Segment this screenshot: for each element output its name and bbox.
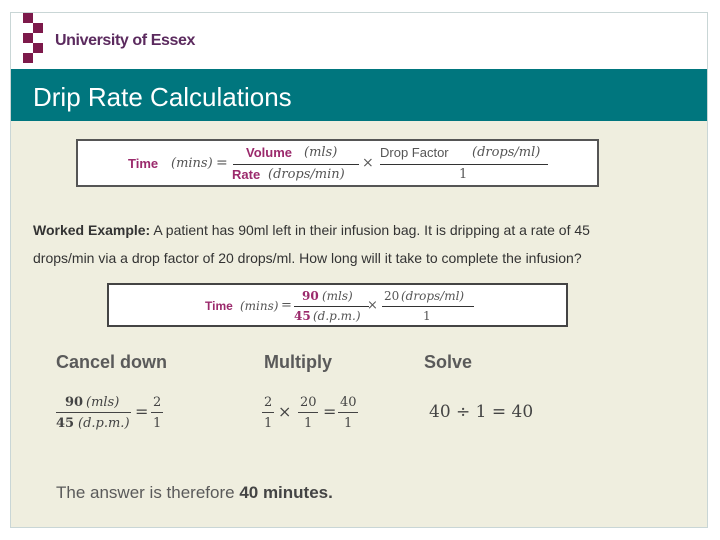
- multiply-times: ×: [278, 402, 292, 421]
- example-rate-value: 45: [294, 309, 311, 323]
- cancel-num-unit: (mls): [86, 395, 120, 410]
- example-denominator-one: 1: [423, 309, 431, 323]
- multiply-b-den: 1: [304, 416, 313, 431]
- formula-volume-unit: (mls): [304, 145, 338, 160]
- formula-volume-word: Volume: [246, 145, 292, 160]
- example-lhs-word: Time: [205, 299, 233, 313]
- drip-rate-formula: [76, 139, 599, 187]
- formula-rate-word: Rate: [232, 167, 261, 182]
- fraction-bar: [338, 412, 358, 413]
- example-times: ×: [367, 298, 378, 313]
- formula-denominator-one: 1: [459, 167, 468, 182]
- multiply-a-num: 2: [264, 395, 273, 410]
- formula-drop-factor-unit: (drops/ml): [472, 145, 541, 160]
- title-bar: [11, 69, 707, 121]
- fraction-bar: [151, 412, 163, 413]
- step-heading-solve: Solve: [424, 352, 473, 372]
- fraction-bar: [56, 412, 131, 413]
- worked-example-line-2: drops/min via a drop factor of 20 drops/ml. How long will it take to complete the infusion?: [33, 250, 582, 266]
- cancel-den-value: 45: [56, 416, 75, 431]
- example-drop-factor-value: 20: [384, 289, 400, 303]
- example-rate-unit: (d.p.m.): [313, 309, 361, 323]
- slide: [10, 12, 708, 528]
- multiply-c-num: 40: [340, 395, 357, 410]
- cancel-den-unit: (d.p.m.): [78, 416, 130, 431]
- multiply-equals: =: [323, 402, 337, 421]
- header: [11, 13, 707, 69]
- step-heading-cancel: Cancel down: [56, 352, 168, 372]
- formula-lhs-word: Time: [128, 156, 159, 171]
- university-logo-icon: [23, 13, 47, 69]
- formula-times: ×: [362, 155, 374, 171]
- worked-example-line-1: [33, 222, 590, 238]
- multiply-c-den: 1: [344, 416, 353, 431]
- fraction-bar: [233, 164, 359, 165]
- formula-rate-unit: (drops/min): [268, 167, 345, 182]
- multiply-b-num: 20: [300, 395, 317, 410]
- worked-example-text-1: A patient has 90ml left in their infusion bag. It is dripping at a rate of 45: [150, 222, 590, 238]
- fraction-bar: [382, 306, 474, 307]
- solve-expression: 40 ÷ 1 = 40: [429, 402, 534, 422]
- fraction-bar: [380, 164, 548, 165]
- example-lhs-unit: (mins): [240, 299, 279, 313]
- multiply-a-den: 1: [264, 416, 273, 431]
- example-volume-unit: (mls): [322, 289, 353, 303]
- cancel-result-num: 2: [153, 395, 162, 410]
- fraction-bar: [262, 412, 274, 413]
- example-volume-value: 90: [302, 289, 319, 303]
- answer-value: 40 minutes.: [239, 483, 333, 502]
- example-equals: =: [281, 298, 292, 313]
- cancel-result-den: 1: [153, 416, 162, 431]
- worked-example-label: Worked Example:: [33, 222, 151, 238]
- example-formula: [107, 283, 568, 327]
- cancel-equals: =: [135, 402, 149, 421]
- answer-line: [56, 483, 333, 503]
- formula-equals: =: [216, 155, 228, 171]
- answer-prefix: The answer is therefore: [56, 483, 240, 502]
- example-drop-factor-unit: (drops/ml): [401, 289, 465, 303]
- fraction-bar: [294, 306, 369, 307]
- page-title: Drip Rate Calculations: [33, 82, 292, 112]
- fraction-bar: [298, 412, 318, 413]
- step-heading-multiply: Multiply: [264, 352, 332, 372]
- formula-lhs-unit: (mins): [171, 156, 213, 171]
- cancel-num-value: 90: [65, 395, 84, 410]
- logo-text: University of Essex: [55, 32, 196, 49]
- formula-drop-factor-word: Drop Factor: [380, 145, 449, 160]
